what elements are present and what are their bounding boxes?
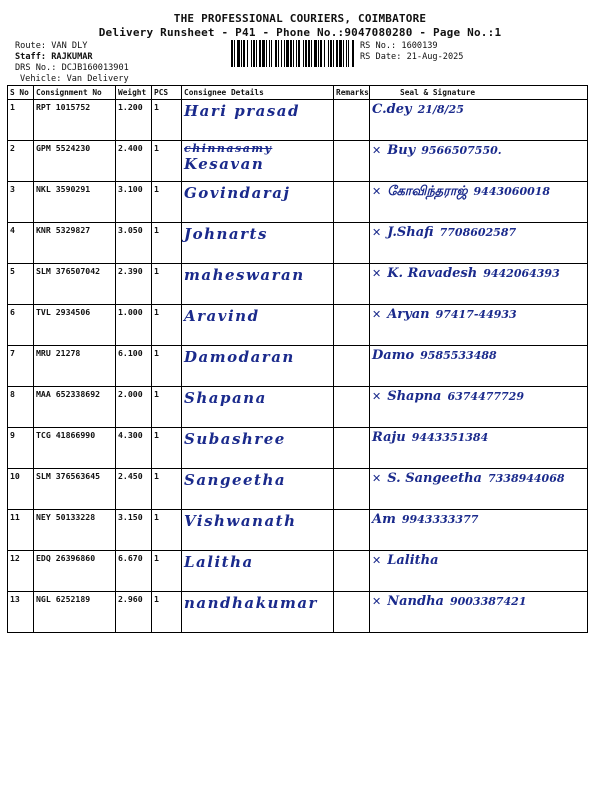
sno-cell: 8 xyxy=(8,387,34,428)
signature-cell xyxy=(370,264,588,305)
signature-note: 21/8/25 xyxy=(417,103,464,116)
signature-cell xyxy=(370,510,588,551)
pcs-cell: 1 xyxy=(152,592,182,633)
consignment-cell: MRU 21278 xyxy=(34,346,116,387)
pcs-cell: 1 xyxy=(152,223,182,264)
weight-cell: 3.150 xyxy=(116,510,152,551)
signature-note: 9443060018 xyxy=(473,185,551,198)
col-remarks: Remarks xyxy=(334,86,370,100)
weight-cell: 2.400 xyxy=(116,141,152,182)
pcs-cell: 1 xyxy=(152,428,182,469)
sno-cell: 10 xyxy=(8,469,34,510)
weight-cell: 2.450 xyxy=(116,469,152,510)
sno-cell: 11 xyxy=(8,510,34,551)
sno-cell: 9 xyxy=(8,428,34,469)
consignee-cell xyxy=(182,100,334,141)
table-row xyxy=(8,141,588,182)
weight-cell: 2.000 xyxy=(116,387,152,428)
signature-scribble: Lalitha xyxy=(387,553,439,568)
signature-scribble: Raju xyxy=(372,430,406,445)
pcs-cell: 1 xyxy=(152,346,182,387)
consignee-cell xyxy=(182,428,334,469)
company-title: THE PROFESSIONAL COURIERS, COIMBATORE xyxy=(173,12,427,25)
runsheet-table xyxy=(7,85,588,633)
consignee-cell xyxy=(182,223,334,264)
sno-cell: 1 xyxy=(8,100,34,141)
remarks-cell xyxy=(334,305,370,346)
signature-scribble: C.dey xyxy=(372,102,412,117)
signature-cell xyxy=(370,305,588,346)
pcs-cell: 1 xyxy=(152,469,182,510)
rs-number: RS No.: 1600139 xyxy=(360,41,438,51)
rs-date: RS Date: 21-Aug-2025 xyxy=(360,52,464,62)
runsheet-subtitle: Delivery Runsheet - P41 - Phone No.:9047080280 - Page No.:1 xyxy=(98,26,502,39)
drs-label: DRS No.: DCJB160013901 xyxy=(15,63,129,73)
consignment-cell: TVL 2934506 xyxy=(34,305,116,346)
consignee-cell xyxy=(182,182,334,223)
weight-cell: 4.300 xyxy=(116,428,152,469)
signature-note: 9442064393 xyxy=(483,267,560,280)
col-sno: S No xyxy=(8,86,34,100)
table-row xyxy=(8,510,588,551)
remarks-cell xyxy=(334,264,370,305)
signature-cell xyxy=(370,387,588,428)
pcs-cell: 1 xyxy=(152,264,182,305)
table-row xyxy=(8,387,588,428)
weight-cell: 2.960 xyxy=(116,592,152,633)
weight-cell: 3.050 xyxy=(116,223,152,264)
consignee-name: Aravind xyxy=(184,307,260,325)
consignee-struck-name: chinnasamy xyxy=(184,142,273,155)
pcs-cell: 1 xyxy=(152,141,182,182)
signature-cell xyxy=(370,469,588,510)
consignee-cell xyxy=(182,264,334,305)
remarks-cell xyxy=(334,592,370,633)
signature-scribble: Shapna xyxy=(387,389,442,404)
cross-mark-icon: ✕ xyxy=(372,595,382,608)
remarks-cell xyxy=(334,182,370,223)
signature-cell xyxy=(370,346,588,387)
signature-scribble: Damo xyxy=(372,348,415,363)
sno-cell: 7 xyxy=(8,346,34,387)
signature-note: 9585533488 xyxy=(420,349,497,362)
cross-mark-icon: ✕ xyxy=(372,554,382,567)
weight-cell: 6.670 xyxy=(116,551,152,592)
weight-cell: 1.000 xyxy=(116,305,152,346)
sno-cell: 6 xyxy=(8,305,34,346)
consignee-name: Johnarts xyxy=(184,225,268,243)
consignment-cell: NGL 6252189 xyxy=(34,592,116,633)
route-label: Route: VAN DLY xyxy=(15,41,88,51)
consignee-name: Lalitha xyxy=(184,553,254,571)
remarks-cell xyxy=(334,100,370,141)
table-row xyxy=(8,551,588,592)
consignee-cell xyxy=(182,592,334,633)
signature-scribble: K. Ravadesh xyxy=(387,266,478,281)
weight-cell: 6.100 xyxy=(116,346,152,387)
consignee-name: Vishwanath xyxy=(184,512,297,530)
signature-note: 97417-44933 xyxy=(435,308,517,321)
consignee-cell xyxy=(182,551,334,592)
consignee-name: nandhakumar xyxy=(184,594,318,612)
table-row xyxy=(8,346,588,387)
consignee-name: Sangeetha xyxy=(184,471,287,489)
consignment-cell: NKL 3590291 xyxy=(34,182,116,223)
consignment-cell: KNR 5329827 xyxy=(34,223,116,264)
consignee-cell xyxy=(182,305,334,346)
signature-cell xyxy=(370,428,588,469)
signature-cell xyxy=(370,592,588,633)
consignee-name: Kesavan xyxy=(184,155,265,173)
remarks-cell xyxy=(334,551,370,592)
remarks-cell xyxy=(334,141,370,182)
consignee-cell xyxy=(182,469,334,510)
consignee-cell xyxy=(182,387,334,428)
table-header-row xyxy=(8,86,588,100)
signature-cell xyxy=(370,182,588,223)
sno-cell: 3 xyxy=(8,182,34,223)
consignment-cell: SLM 376563645 xyxy=(34,469,116,510)
remarks-cell xyxy=(334,223,370,264)
cross-mark-icon: ✕ xyxy=(372,390,382,403)
consignee-cell xyxy=(182,346,334,387)
cross-mark-icon: ✕ xyxy=(372,472,382,485)
weight-cell: 3.100 xyxy=(116,182,152,223)
table-row xyxy=(8,264,588,305)
signature-cell xyxy=(370,551,588,592)
remarks-cell xyxy=(334,469,370,510)
signature-cell xyxy=(370,100,588,141)
signature-scribble: S. Sangeetha xyxy=(387,471,482,486)
consignment-cell: MAA 652338692 xyxy=(34,387,116,428)
signature-note: 7338944068 xyxy=(487,472,565,485)
barcode-image xyxy=(231,40,356,67)
pcs-cell: 1 xyxy=(152,305,182,346)
table-row xyxy=(8,100,588,141)
signature-scribble: Buy xyxy=(387,143,416,158)
weight-cell: 2.390 xyxy=(116,264,152,305)
consignee-name: Subashree xyxy=(184,430,286,448)
consignment-cell: RPT 1015752 xyxy=(34,100,116,141)
cross-mark-icon: ✕ xyxy=(372,267,382,280)
signature-note: 6374477729 xyxy=(447,390,524,403)
sno-cell: 13 xyxy=(8,592,34,633)
remarks-cell xyxy=(334,510,370,551)
table-row xyxy=(8,223,588,264)
col-consignment: Consignment No xyxy=(34,86,116,100)
signature-scribble: கோவிந்தராஜ் xyxy=(387,184,468,199)
consignment-cell: GPM 5524230 xyxy=(34,141,116,182)
pcs-cell: 1 xyxy=(152,100,182,141)
signature-cell xyxy=(370,223,588,264)
consignment-cell: NEY 50133228 xyxy=(34,510,116,551)
signature-note: 7708602587 xyxy=(439,226,517,239)
consignee-cell xyxy=(182,141,334,182)
pcs-cell: 1 xyxy=(152,551,182,592)
sno-cell: 12 xyxy=(8,551,34,592)
consignee-name: Govindaraj xyxy=(184,184,291,202)
cross-mark-icon: ✕ xyxy=(372,185,382,198)
consignee-name: maheswaran xyxy=(184,266,305,284)
cross-mark-icon: ✕ xyxy=(372,226,382,239)
sno-cell: 4 xyxy=(8,223,34,264)
sno-cell: 2 xyxy=(8,141,34,182)
remarks-cell xyxy=(334,428,370,469)
col-signature: Seal & Signature xyxy=(370,86,588,100)
vehicle-label: Vehicle: Van Delivery xyxy=(20,74,129,84)
consignee-name: Damodaran xyxy=(184,348,295,366)
signature-note: 9003387421 xyxy=(449,595,527,608)
consignment-cell: EDQ 26396860 xyxy=(34,551,116,592)
signature-scribble: Aryan xyxy=(387,307,430,322)
remarks-cell xyxy=(334,387,370,428)
col-weight: Weight xyxy=(116,86,152,100)
consignee-name: Shapana xyxy=(184,389,267,407)
remarks-cell xyxy=(334,346,370,387)
col-consignee: Consignee Details xyxy=(182,86,334,100)
table-row xyxy=(8,592,588,633)
signature-scribble: Am xyxy=(372,512,396,527)
consignment-cell: TCG 41866990 xyxy=(34,428,116,469)
table-row xyxy=(8,428,588,469)
table-row xyxy=(8,469,588,510)
table-row xyxy=(8,182,588,223)
consignee-name: Hari prasad xyxy=(184,102,300,120)
pcs-cell: 1 xyxy=(152,182,182,223)
signature-note: 9443351384 xyxy=(411,431,489,444)
table-row xyxy=(8,305,588,346)
pcs-cell: 1 xyxy=(152,510,182,551)
signature-scribble: Nandha xyxy=(387,594,444,609)
signature-cell xyxy=(370,141,588,182)
signature-scribble: J.Shafi xyxy=(387,225,434,240)
barcode-bar xyxy=(352,40,354,67)
staff-label: Staff: RAJKUMAR xyxy=(15,52,93,62)
signature-note: 9943333377 xyxy=(401,513,479,526)
signature-note: 9566507550. xyxy=(421,144,502,157)
col-pcs: PCS xyxy=(152,86,182,100)
sno-cell: 5 xyxy=(8,264,34,305)
cross-mark-icon: ✕ xyxy=(372,144,382,157)
consignment-cell: SLM 376507042 xyxy=(34,264,116,305)
pcs-cell: 1 xyxy=(152,387,182,428)
weight-cell: 1.200 xyxy=(116,100,152,141)
cross-mark-icon: ✕ xyxy=(372,308,382,321)
consignee-cell xyxy=(182,510,334,551)
